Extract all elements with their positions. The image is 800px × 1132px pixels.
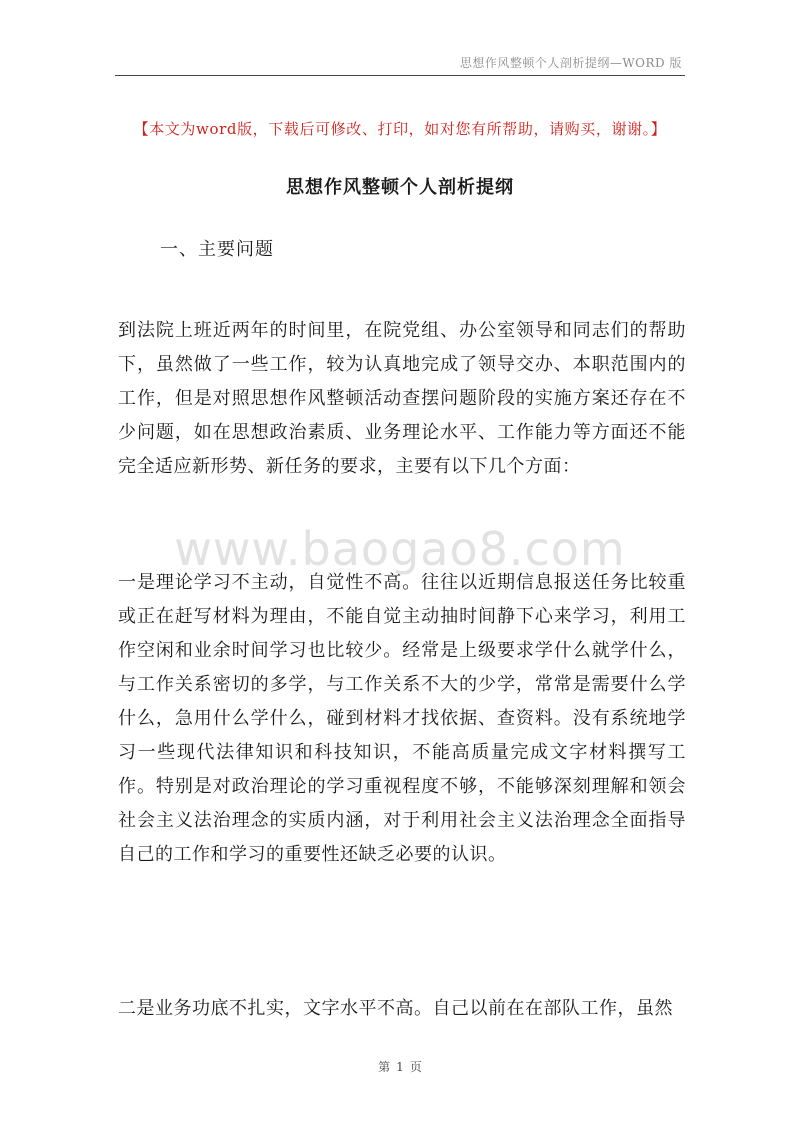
footer-suffix: 页	[409, 1060, 422, 1074]
header-title: 思想作风整顿个人剖析提纲—WORD 版	[459, 56, 682, 70]
page-number: 1	[396, 1060, 404, 1074]
paragraph-intro: 到法院上班近两年的时间里，在院党组、办公室领导和同志们的帮助下，虽然做了一些工作，较为认真地完成了领导交办、本职范围内的工作，但是对照思想作风整顿活动查摆问题阶段的实施方案还存在不少问题，如在思想政治素质、业务理论水平、工作能力等方面还不能完全适应新形势、新任务的要求，主要有以下几个方面：	[118, 320, 686, 477]
page-footer	[0, 1058, 800, 1075]
watermark: www.baogao8.com	[174, 522, 626, 576]
section-heading: 一、主要问题	[160, 239, 274, 260]
purchase-notice: 【本文为word版，下载后可修改、打印，如对您有所帮助，请购买，谢谢。】	[133, 120, 667, 138]
footer-prefix: 第	[378, 1060, 391, 1074]
document-title: 思想作风整顿个人剖析提纲	[286, 177, 514, 198]
paragraph-theory-study: 一是理论学习不主动，自觉性不高。往往以近期信息报送任务比较重或正在赶写材料为理由，不能自觉主动抽时间静下心来学习，利用工作空闲和业余时间学习也比较少。经常是上级要求学什么就学什么，与工作关系密切的多学，与工作关系不大的少学，常常是需要什么学什么，急用什么学什么，碰到材料才找依据、查资料。没有系统地学习一些现代法律知识和科技知识，不能高质量完成文字材料撰写工作。特别是对政治理论的学习重视程度不够，不能够深刻理解和领会社会主义法治理念的实质内涵，对于利用社会主义法治理念全面指导自己的工作和学习的重要性还缺乏必要的认识。	[118, 572, 686, 865]
header-divider	[115, 75, 685, 76]
paragraph-business-skills: 二是业务功底不扎实，文字水平不高。自己以前在在部队工作，虽然	[118, 998, 673, 1019]
